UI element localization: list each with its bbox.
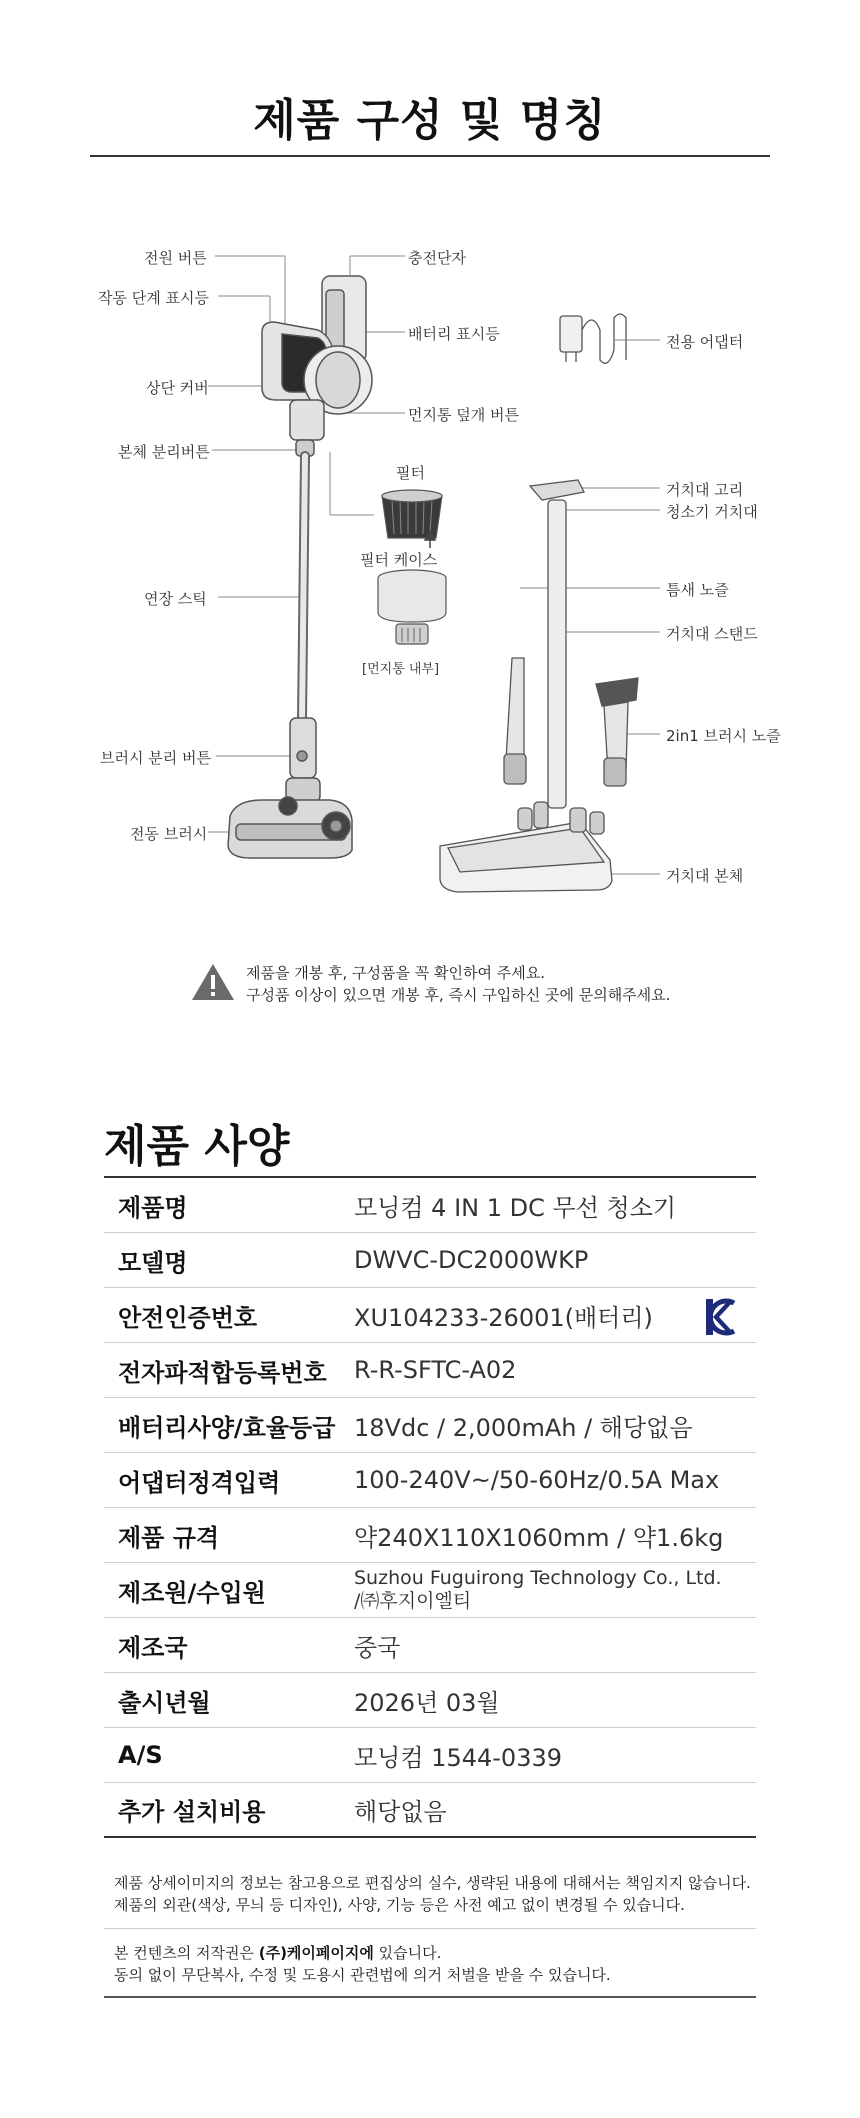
kc-mark-icon [704, 1297, 738, 1337]
spec-key: 추가 설치비용 [118, 1798, 266, 1826]
copyright-line-2: 동의 없이 무단복사, 수정 및 도용시 관련법에 의거 처벌을 받을 수 있습니다. [114, 1966, 611, 1984]
spec-key: 제품 규격 [118, 1523, 220, 1552]
spec-row-model [104, 1233, 756, 1288]
disclaimer-line-1: 제품 상세이미지의 정보는 참고용으로 편집상의 실수, 생략된 내용에 대해서는 책임지지 않습니다. [114, 1874, 751, 1892]
spec-value-line-1: Suzhou Fuguirong Technology Co., Ltd. [354, 1567, 722, 1589]
disclaimer [104, 1872, 756, 1916]
spec-row-battery [104, 1398, 756, 1453]
spec-key: A/S [118, 1741, 163, 1769]
label-stand-hook: 거치대 고리 [666, 481, 744, 499]
label-stand-base: 거치대 본체 [666, 867, 744, 885]
spec-value: XU104233-26001(배터리) [354, 1303, 653, 1332]
spec-row-product-name [104, 1178, 756, 1233]
spec-value: 모닝컴 4 IN 1 DC 무선 청소기 [354, 1193, 677, 1222]
spec-row-country [104, 1618, 756, 1673]
spec-row-adapter [104, 1453, 756, 1508]
spec-value: 약240X110X1060mm / 약1.6kg [354, 1523, 724, 1552]
label-dust-cover-button: 먼지통 덮개 버튼 [408, 406, 519, 424]
label-dust-inside: [먼지통 내부] [362, 662, 440, 677]
label-filter: 필터 [396, 464, 425, 482]
spec-row-emc [104, 1343, 756, 1398]
label-top-cover: 상단 커버 [146, 379, 209, 397]
label-body-release: 본체 분리버튼 [118, 443, 210, 461]
notice-line-1: 제품을 개봉 후, 구성품을 꼭 확인하여 주세요. [246, 964, 545, 982]
spec-key: 전자파적합등록번호 [118, 1358, 327, 1387]
spec-value-line-2: /㈜후지이엘티 [354, 1590, 472, 1612]
spec-row-size [104, 1508, 756, 1563]
spec-key: 제조국 [118, 1633, 188, 1662]
spec-key: 제품명 [118, 1193, 188, 1222]
label-level-indicator: 작동 단계 표시등 [98, 289, 209, 307]
spec-key: 어댑터정격입력 [118, 1468, 281, 1497]
spec-value: 해당없음 [354, 1798, 447, 1826]
spec-value: 18Vdc / 2,000mAh / 해당없음 [354, 1413, 693, 1442]
spec-key: 모델명 [118, 1248, 188, 1277]
spec-value: 중국 [354, 1633, 401, 1662]
spec-key: 배터리사양/효율등급 [118, 1413, 336, 1442]
label-battery-indicator: 배터리 표시등 [408, 325, 500, 343]
spec-value [344, 1567, 756, 1613]
spec-key: 안전인증번호 [118, 1303, 258, 1332]
label-charging-terminal: 충전단자 [408, 249, 466, 267]
copyright [104, 1942, 756, 1986]
spec-table [104, 1176, 756, 1838]
spec-row-install-cost [104, 1783, 756, 1838]
label-brush-release: 브러시 분리 버튼 [100, 749, 211, 767]
copyright-line-1 [104, 1942, 756, 1964]
section-title-components: 제품 구성 및 명칭 [253, 95, 607, 146]
label-stand-pole: 거치대 스탠드 [666, 625, 758, 643]
spec-key: 제조원/수입원 [118, 1578, 266, 1607]
spec-row-as [104, 1728, 756, 1783]
label-power-brush: 전동 브러시 [130, 825, 208, 843]
spec-value: 100-240V~/50-60Hz/0.5A Max [354, 1466, 720, 1494]
spec-key: 출시년월 [118, 1688, 211, 1717]
spec-value: 모닝컴 1544-0339 [354, 1743, 562, 1772]
warning-icon [190, 962, 236, 1002]
disclaimer-line-2: 제품의 외관(색상, 무늬 등 디자인), 사양, 기능 등은 사전 예고 없이 변경될 수 있습니다. [114, 1896, 685, 1914]
disclaimer-divider [104, 1928, 756, 1929]
copyright-post: 있습니다. [373, 1944, 442, 1962]
copyright-owner: (주)케이페이지에 [258, 1944, 374, 1962]
label-power-button: 전원 버튼 [144, 249, 207, 267]
spec-value: 2026년 03월 [354, 1688, 500, 1717]
copyright-pre: 본 컨텐츠의 저작권은 [114, 1944, 259, 1962]
bottom-divider [104, 1996, 756, 1998]
label-filter-case: 필터 케이스 [360, 551, 438, 569]
spec-row-manufacturer [104, 1563, 756, 1618]
notice-line-2: 구성품 이상이 있으면 개봉 후, 즉시 구입하신 곳에 문의해주세요. [246, 986, 671, 1004]
section-title-specs: 제품 사양 [104, 1121, 290, 1172]
label-adapter: 전용 어댑터 [666, 333, 744, 351]
label-brush-nozzle: 2in1 브러시 노즐 [666, 727, 781, 745]
label-cleaner-stand: 청소기 거치대 [666, 503, 758, 521]
spec-value: R-R-SFTC-A02 [354, 1356, 517, 1384]
spec-row-safety-cert [104, 1288, 756, 1343]
label-extension-stick: 연장 스틱 [144, 590, 207, 608]
spec-row-release [104, 1673, 756, 1728]
spec-value: DWVC-DC2000WKP [354, 1246, 589, 1274]
label-crevice-nozzle: 틈새 노즐 [666, 581, 729, 599]
